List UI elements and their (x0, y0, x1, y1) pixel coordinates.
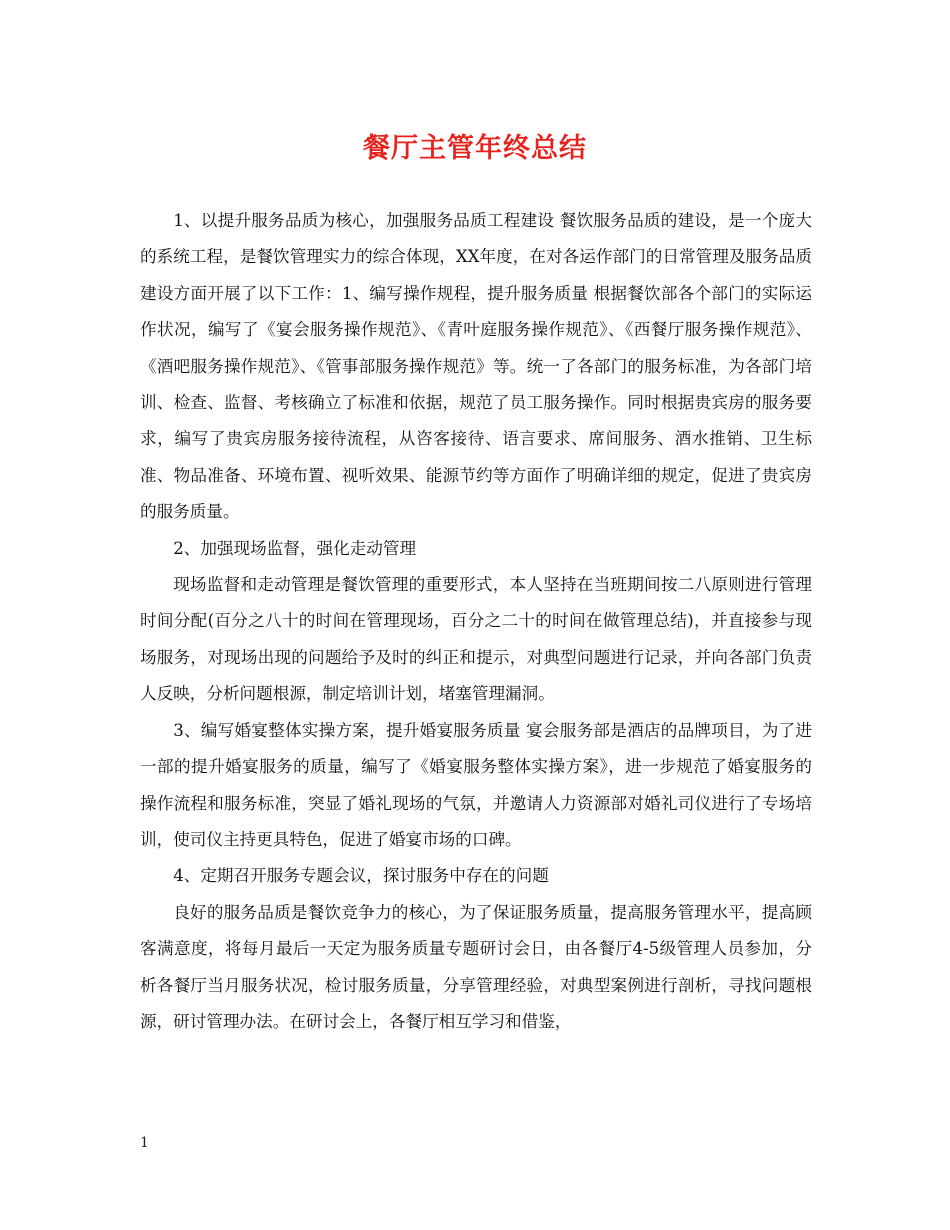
paragraph-3: 现场监督和走动管理是餐饮管理的重要形式，本人坚持在当班期间按二八原则进行管理时间分配(百分之八十的时间在管理现场，百分之二十的时间在做管理总结)，并直接参与现场服务，对现场出现的问题给予及时的纠正和提示，对典型问题进行记录，并向各部门负责人反映，分析问题根源，制定培训计划，堵塞管理漏洞。 (140, 575, 812, 704)
paragraph-4: 3、编写婚宴整体实操方案，提升婚宴服务质量 宴会服务部是酒店的品牌项目，为了进一部的提升婚宴服务的质量，编写了《婚宴服务整体实操方案》，进一步规范了婚宴服务的操作流程和服务标准，突显了婚礼现场的气氛，并邀请人力资源部对婚礼司仪进行了专场培训，使司仪主持更具特色，促进了婚宴市场的口碑。 (140, 720, 812, 849)
document-body (140, 203, 812, 1040)
paragraph-1: 1、以提升服务品质为核心，加强服务品质工程建设 餐饮服务品质的建设，是一个庞大的系统工程，是餐饮管理实力的综合体现，XX年度，在对各运作部门的日常管理及服务品质建设方面开展了以下工作：1、编写操作规程，提升服务质量 根据餐饮部各个部门的实际运作状况，编写了《宴会服务操作规范》、《青叶庭服务操作规范》、《西餐厅服务操作规范》、《酒吧服务操作规范》、《管事部服务操作规范》等。统一了各部门的服务标准，为各部门培训、检查、监督、考核确立了标准和依据，规范了员工服务操作。同时根据贵宾房的服务要求，编写了贵宾房服务接待流程，从咨客接待、语言要求、席间服务、酒水推销、卫生标准、物品准备、环境布置、视听效果、能源节约等方面作了明确详细的规定，促进了贵宾房的服务质量。 (140, 211, 812, 522)
document-title: 餐厅主管年终总结 (363, 133, 587, 164)
page-number: 1 (140, 1135, 149, 1151)
paragraph-2-heading: 2、加强现场监督，强化走动管理 (173, 538, 417, 558)
paragraph-6: 良好的服务品质是餐饮竞争力的核心，为了保证服务质量，提高服务管理水平，提高顾客满意度，将每月最后一天定为服务质量专题研讨会日，由各餐厅4-5级管理人员参加，分析各餐厅当月服务状况，检讨服务质量，分享管理经验，对典型案例进行剖析，寻找问题根源，研讨管理办法。在研讨会上，各餐厅相互学习和借鉴， (140, 902, 812, 1031)
paragraph-5-heading: 4、定期召开服务专题会议，探讨服务中存在的问题 (173, 866, 549, 886)
